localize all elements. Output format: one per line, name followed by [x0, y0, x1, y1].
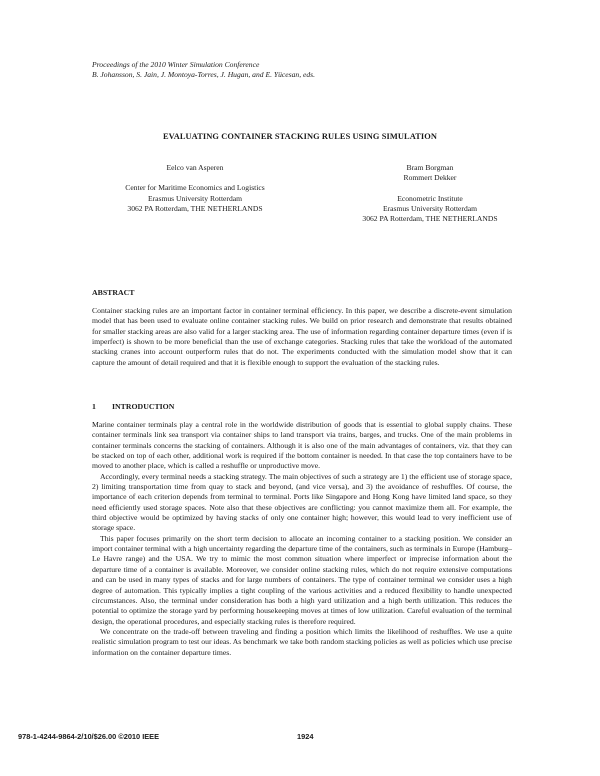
affiliation-line: Erasmus University Rotterdam — [147, 193, 243, 203]
abstract-paragraph: Container stacking rules are an important factor in container terminal efficiency. In this paper, we describe a discrete-event simulation model that has been used to evaluate online container stacking rules. We build on prior research and demonstrate that results obtained for smaller stacking areas are also valid for a larger stacking area. The use of information regarding container departure times (even if is imperfect) is shown to be more beneficial than the use of exchange categories. Stacking rules that take the workload of the automated stacking cranes into account outperform rules that do not. The experiments conducted with the simulation model show that it can capture the amount of detail required and that it is flexible enough to support the evaluation of the stacking rules. — [92, 306, 512, 367]
proceedings-line: Proceedings of the 2010 Winter Simulation Conference — [92, 60, 260, 69]
affiliation-line: Econometric Institute — [397, 193, 463, 203]
abstract-text — [92, 306, 512, 368]
editors-line: B. Johansson, S. Jain, J. Montoya-Torres, J. Hugan, and E. Yücesan, eds. — [92, 70, 316, 79]
author-block-right — [330, 163, 530, 224]
footer-isbn: 978-1-4244-9864-2/10/$26.00 ©2010 IEEE — [18, 732, 160, 741]
body-paragraph: Accordingly, every terminal needs a stacking strategy. The main objectives of such a strategy are 1) the efficient use of storage space, 2) limiting transportation time from quay to stack and beyond, (and vice versa), and 3) the avoidance of reshuffles. Of course, the importance of each criterion depends from terminal to terminal. Ports like Singapore and Hong Kong have limited land space, so they need efficiently used storage spaces. Note also that these objectives are conflicting: you cannot maximize them all. For example, the third objective would be optimized by having stacks of only one container high; however, this would lead to very inefficient use of storage space. — [92, 471, 512, 533]
author-name: Bram Borgman — [406, 163, 454, 172]
affiliation-line: 3062 PA Rotterdam, THE NETHERLANDS — [127, 203, 263, 213]
affiliation-line: Erasmus University Rotterdam — [382, 203, 478, 213]
proceedings-header — [92, 60, 315, 80]
section-number: 1 — [92, 402, 96, 411]
introduction-body — [92, 420, 512, 658]
paper-title: EVALUATING CONTAINER STACKING RULES USING SIMULATION — [162, 132, 438, 141]
abstract-heading: ABSTRACT — [92, 288, 135, 297]
body-paragraph: We concentrate on the trade-off between traveling and finding a position which limits the likelihood of reshuffles. We use a quite realistic simulation program to test our ideas. As benchmark we take both random stacking policies as well as policies which use precise information on the container departure times. — [92, 626, 512, 657]
page-number: 1924 — [297, 732, 314, 741]
affiliation-line: 3062 PA Rotterdam, THE NETHERLANDS — [362, 214, 498, 224]
section-heading-introduction — [92, 402, 174, 411]
author-name: Rommert Dekker — [403, 173, 457, 183]
author-block-left — [100, 163, 290, 214]
body-paragraph: Marine container terminals play a central role in the worldwide distribution of goods that is essential to global supply chains. These container terminals link sea transport via container ships to land transport via trains, barges, and trucks. One of the main problems in container terminals concerns the stacking of containers. Although it is also one of the main advantages of containers, viz. that they can be stacked on top of each other, additional work is required if the bottom container is needed. In that case the top containers have to be moved to another place, which is called a reshuffle or unproductive move. — [92, 420, 512, 471]
section-title: INTRODUCTION — [112, 402, 175, 411]
author-name: Eelco van Asperen — [166, 163, 224, 172]
affiliation-line: Center for Maritime Economics and Logistics — [125, 183, 265, 193]
body-paragraph: This paper focuses primarily on the short term decision to allocate an incoming container to a stacking position. We consider an import container terminal with a high uncertainty regarding the departure time of the containers, such as terminals in Europe (Hamburg–Le Havre range) and the USA. We try to mimic the most common situation where imperfect or imprecise information about the departure time of a container is available. Moreover, we consider online stacking rules, which do not require extensive computations and can be used in many types of stacks and for large numbers of containers. The type of container terminal we consider uses a high degree of automation. This typically implies a tight coupling of the various activities and a reduced flexibility to handle unexpected circumstances. Also, the terminal under consideration has both a high yard utilization and a high berth utilization. This reduces the potential to optimize the storage yard by performing housekeeping moves at times of low utilization. Careful evaluation of the terminal design, the operational procedures, and especially stacking rules is therefore required. — [92, 533, 512, 626]
